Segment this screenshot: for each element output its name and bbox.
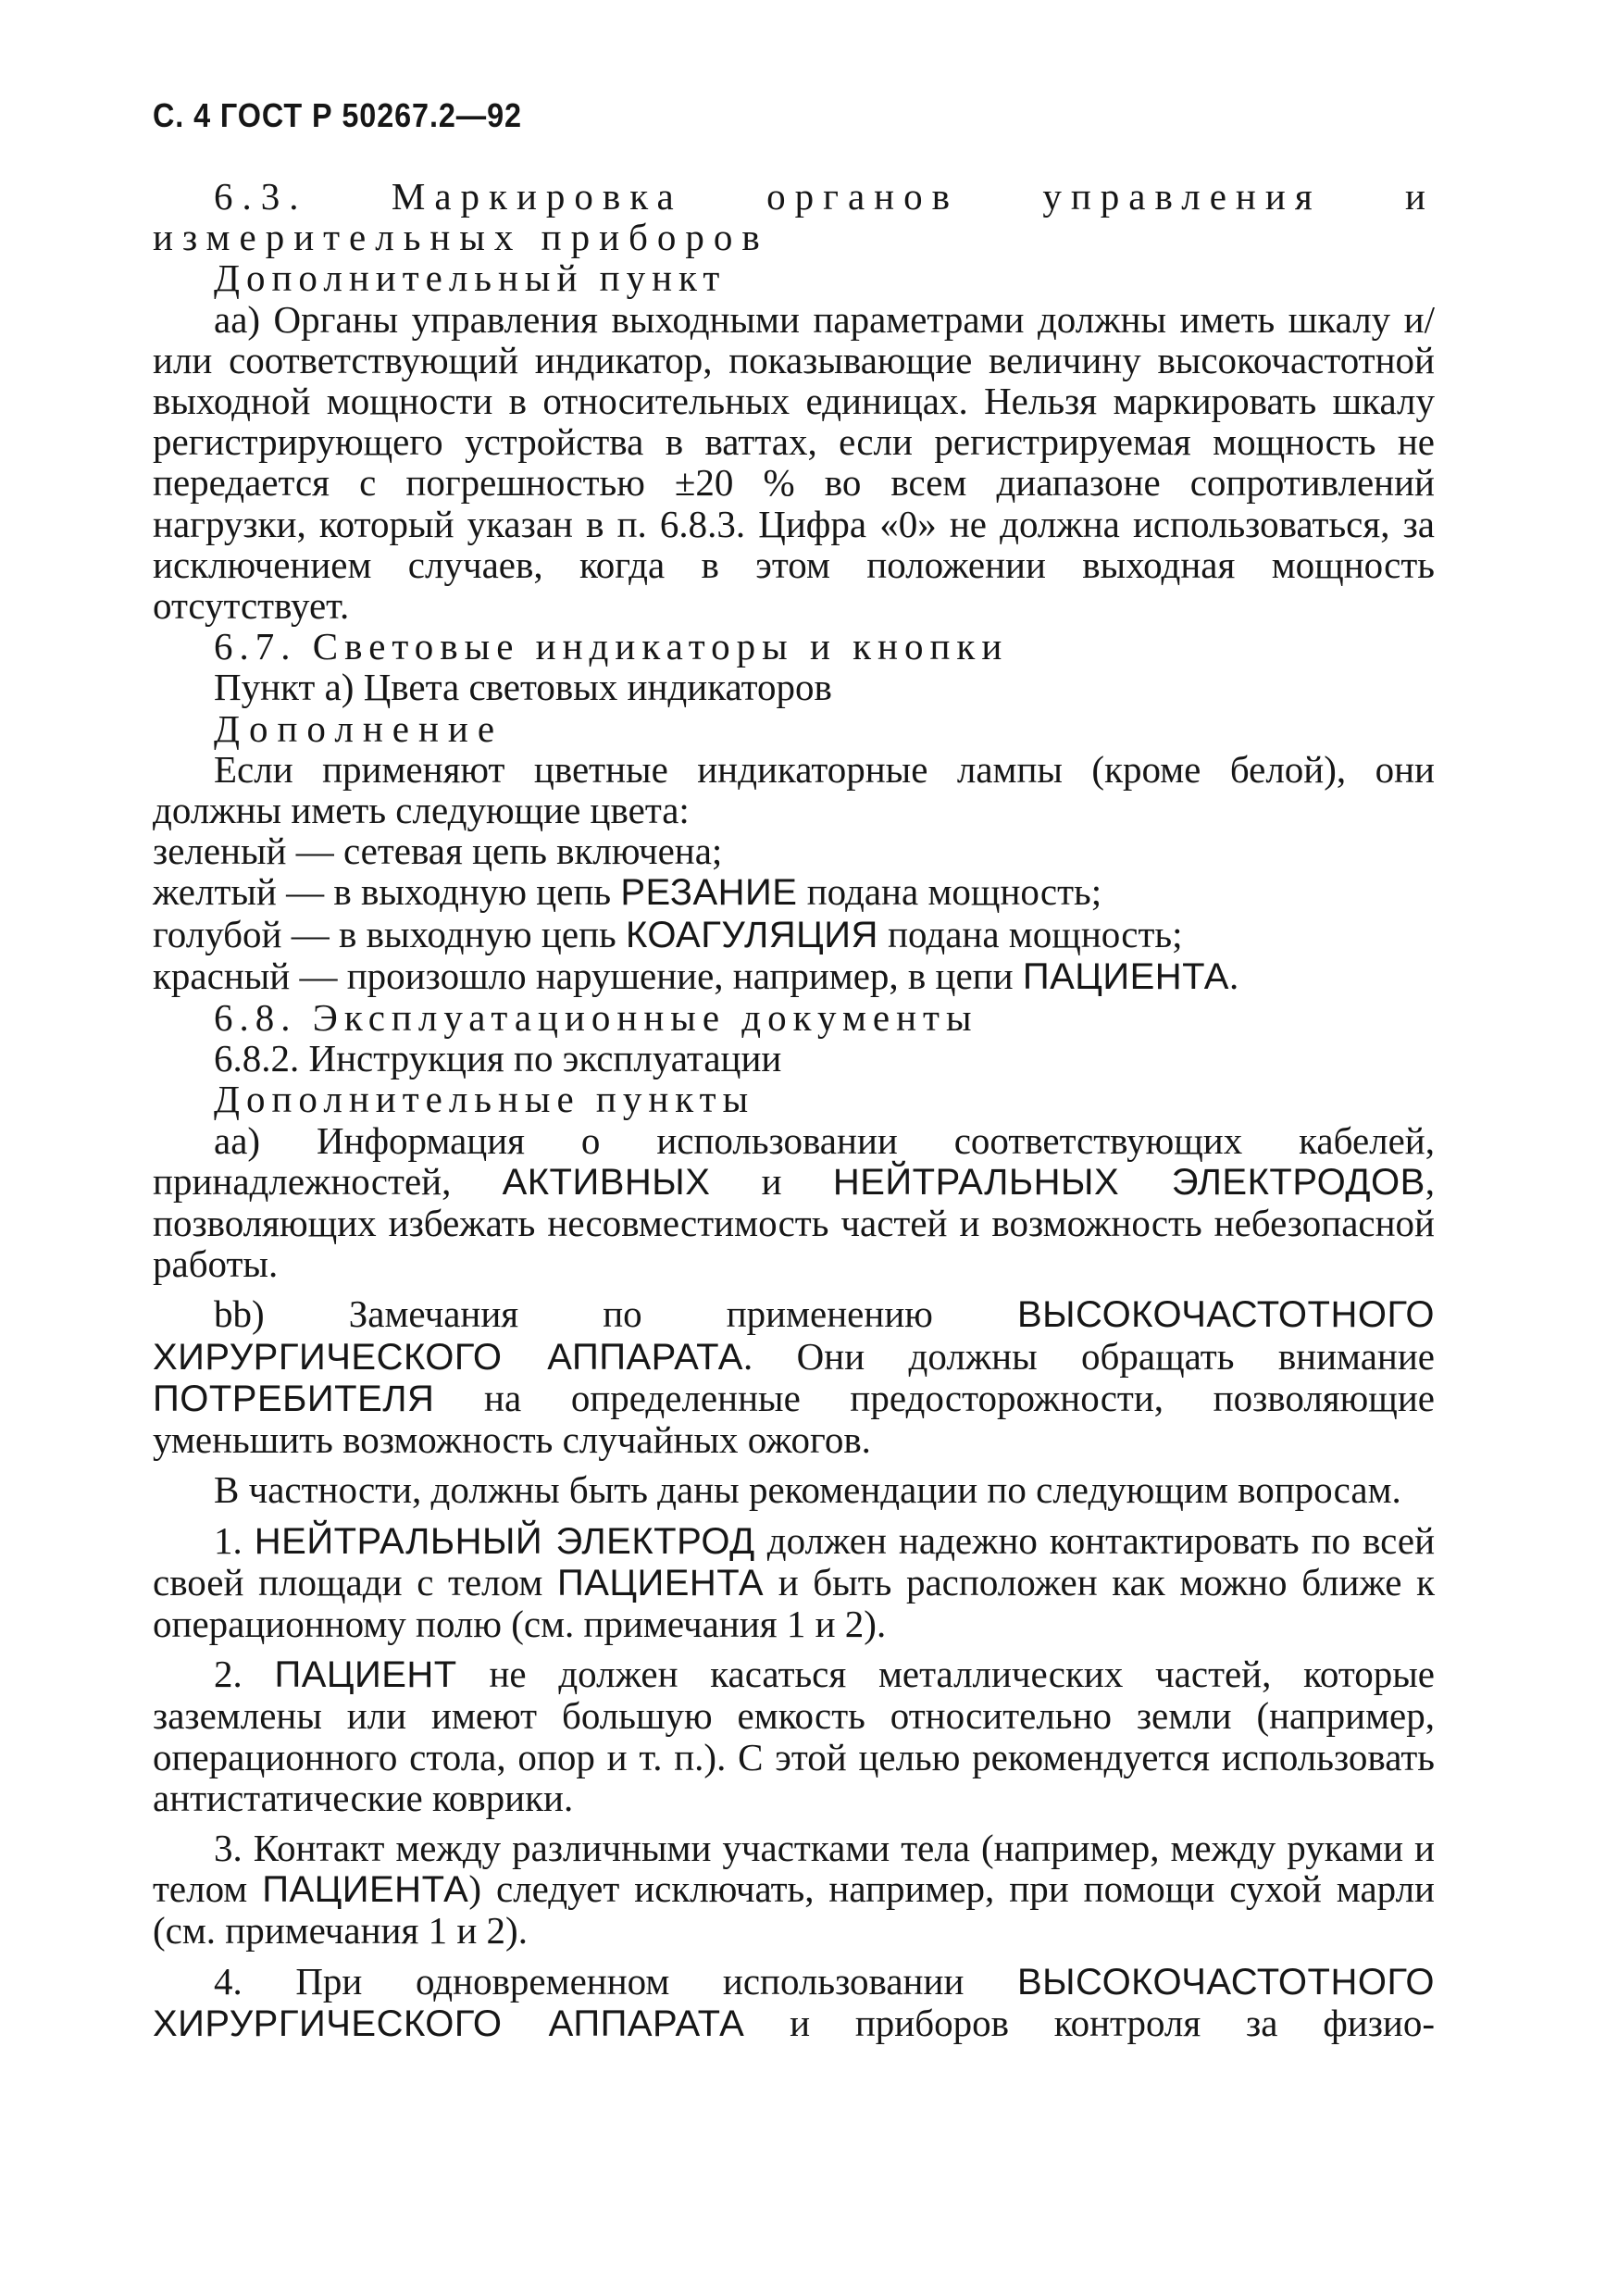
section-6-8-title: 6.8. Эксплуатационные документы [214, 996, 978, 1040]
section-6-8-2-title: 6.8.2. Инструкция по эксплуатации [214, 1037, 782, 1080]
term-cutting: РЕЗАНИЕ [620, 872, 798, 914]
recommendation-1: 1. НЕЙТРАЛЬНЫЙ ЭЛЕКТРОД должен надежно контактировать по всей своей площади с телом ПАЦИЕНТА и быть расположен как можно ближе к операционному полю (см. примечания 1 и 2). [153, 1518, 1436, 1645]
recommendations-intro: В частности, должны быть даны рекомендации по следующим вопросам. [214, 1468, 1401, 1512]
section-6-8-aa: аа) Информация о использовании соответствующих кабелей, принадлежностей, АКТИВНЫХ и НЕЙТРАЛЬНЫХ ЭЛЕКТРОДОВ, позволяющих избежать несовместимость частей и возможность небезопасной работы. [153, 1118, 1435, 1286]
page-header: С. 4 ГОСТ Р 50267.2—92 [153, 96, 522, 134]
recommendation-4: 4. При одновременном использовании ВЫСОКОЧАСТОТНОГО ХИРУРГИЧЕСКОГО АППАРАТА и приборов контроля за физио- [153, 1959, 1435, 2044]
section-6-8-bb: bb) Замечания по применению ВЫСОКОЧАСТОТНОГО ХИРУРГИЧЕСКОГО АППАРАТА. Они должны обращать внимание ПОТРЕБИТЕЛЯ на определенные предосторожности, позволяющие уменьшить возможность случайных ожогов. [153, 1292, 1436, 1462]
section-6-3-title: 6.3. Маркировка органов управления и измерительных приборов [153, 175, 1435, 259]
section-6-7-subheading: Дополнение [214, 706, 504, 750]
section-6-7-item: Пункт а) Цвета световых индикаторов [214, 666, 832, 709]
section-6-7-title: 6.7. Световые индикаторы и кнопки [214, 625, 1009, 668]
section-6-3-aa: аа) Органы управления выходными параметрами должны иметь шкалу и/или соответствующий индикатор, показывающие величину высокочастотной выходной мощности в относительных единицах. Нельзя маркировать шкалу регистрирующего устройства в ваттах, если регистрируемая мощность не передается с погрешностью ±20 % во всем диапазоне сопротивлений нагрузки, который указан в п. 6.8.3. Цифра «0» не должна использоваться, за исключением случаев, когда в этом положении выходная мощность отсутствует. [153, 297, 1435, 628]
color-item-blue: голубой — в выходную цепь КОАГУЛЯЦИЯ подана мощность; [153, 912, 1183, 955]
section-6-3-subheading: Дополнительный пункт [214, 256, 727, 300]
body-text [153, 176, 1435, 2044]
color-item-red: красный — произошло нарушение, например, в цепи ПАЦИЕНТА. [153, 954, 1239, 997]
recommendation-2: 2. ПАЦИЕНТ не должен касаться металлических частей, которые заземлены или имеют большую емкость относительно земли (например, операционного стола, опор и т. п.). С этой целью рекомендуется использовать антистатические коврики. [153, 1653, 1436, 1819]
recommendation-3: 3. Контакт между различными участками тела (например, между руками и телом ПАЦИЕНТА) следует исключать, например, при помощи сухой марли (см. примечания 1 и 2). [153, 1826, 1435, 1953]
section-6-7-intro: Если применяют цветные индикаторные лампы (кроме белой), они должны иметь следующие цвета: [153, 747, 1435, 832]
term-patient: ПАЦИЕНТА [1022, 955, 1229, 997]
term-coagulation: КОАГУЛЯЦИЯ [625, 914, 878, 955]
color-item-yellow: желтый — в выходную цепь РЕЗАНИЕ подана мощность; [153, 870, 1102, 914]
color-item-green: зеленый — сетевая цепь включена; [153, 830, 723, 873]
section-6-8-subheading: Дополнительные пункты [214, 1078, 755, 1121]
